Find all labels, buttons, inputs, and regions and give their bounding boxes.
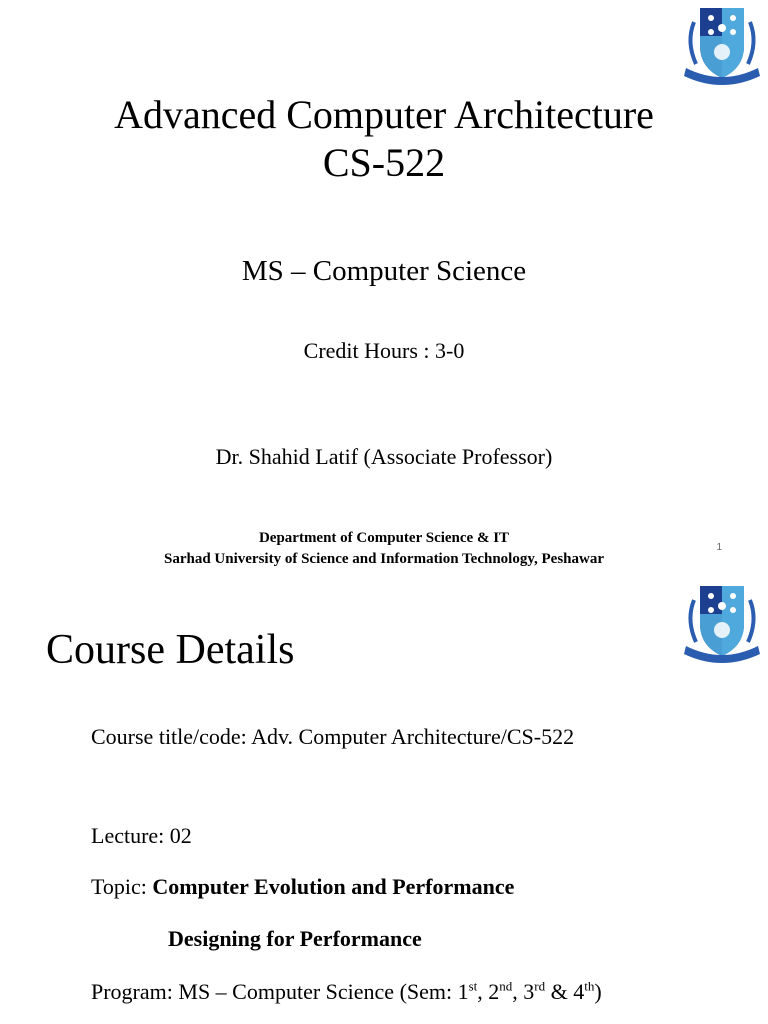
slide-heading: Course Details	[46, 627, 295, 673]
department-name: Department of Computer Science & IT	[258, 530, 510, 546]
course-code: CS-522	[322, 140, 446, 185]
topic-label: Topic:	[91, 874, 153, 899]
program-line: Program: MS – Computer Science (Sem: 1st, 2nd, 3rd & 4th)	[91, 978, 602, 1004]
course-title-code: Course title/code: Adv. Computer Architecture/CS-522	[91, 724, 575, 749]
credit-hours: Credit Hours : 3-0	[303, 338, 465, 363]
university-seal-icon	[680, 2, 764, 86]
topic-value: Computer Evolution and Performance	[152, 874, 515, 899]
course-title: Advanced Computer Architecture	[114, 92, 654, 137]
topic-line	[91, 874, 514, 900]
subtopic: Designing for Performance	[168, 926, 422, 951]
university-seal-icon	[680, 580, 764, 664]
page-number: 1	[716, 542, 722, 553]
university-name: Sarhad University of Science and Information Technology, Peshawar	[163, 551, 605, 567]
lecture-number: Lecture: 02	[91, 823, 192, 848]
program-name: MS – Computer Science	[241, 255, 527, 287]
course-details-slide	[0, 574, 768, 1024]
instructor-name: Dr. Shahid Latif (Associate Professor)	[215, 444, 553, 469]
